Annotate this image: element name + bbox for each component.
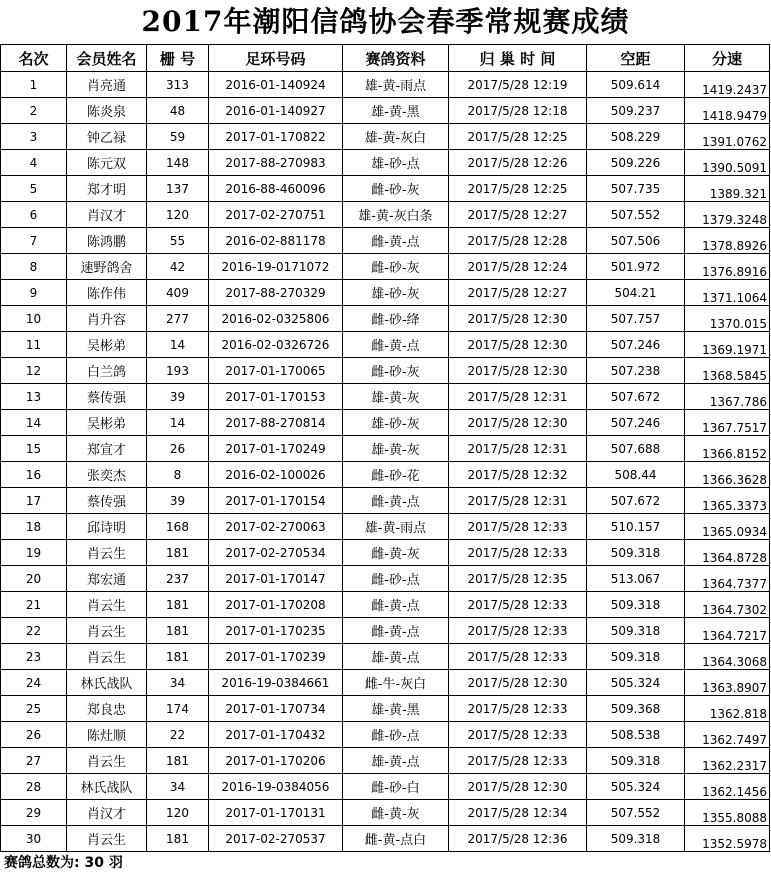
speed-cell: 1363.8907 (685, 670, 770, 696)
ring-number-cell: 2017-01-170822 (209, 124, 343, 150)
table-row (1, 254, 770, 280)
pen-number-cell: 34 (147, 774, 209, 800)
member-name-cell: 陈鸿鹏 (67, 228, 147, 254)
distance-cell: 509.318 (587, 644, 685, 670)
arrival-time-cell: 2017/5/28 12:33 (449, 540, 587, 566)
pigeon-info-cell: 雌-黄-点白 (343, 826, 449, 852)
pen-number-cell: 137 (147, 176, 209, 202)
speed-cell: 1368.5845 (685, 358, 770, 384)
table-row (1, 644, 770, 670)
page-title: 2017年潮阳信鸽协会春季常规赛成绩 (141, 5, 630, 38)
distance-cell: 508.229 (587, 124, 685, 150)
pen-number-cell: 313 (147, 72, 209, 98)
ring-number-cell: 2016-19-0384056 (209, 774, 343, 800)
member-name-cell: 肖云生 (67, 826, 147, 852)
pen-number-cell: 193 (147, 358, 209, 384)
ring-number-cell: 2017-01-170239 (209, 644, 343, 670)
distance-cell: 507.246 (587, 332, 685, 358)
rank-cell: 27 (1, 748, 67, 774)
pen-number-cell: 237 (147, 566, 209, 592)
ring-number-cell: 2017-88-270329 (209, 280, 343, 306)
pigeon-info-cell: 雄-砂-灰 (343, 280, 449, 306)
rank-cell: 26 (1, 722, 67, 748)
table-row (1, 540, 770, 566)
pen-number-cell: 174 (147, 696, 209, 722)
distance-cell: 507.672 (587, 384, 685, 410)
total-count: 赛鸽总数为: 30 羽 (4, 855, 123, 871)
table-row (1, 98, 770, 124)
speed-cell: 1365.3373 (685, 488, 770, 514)
table-row (1, 358, 770, 384)
rank-cell: 16 (1, 462, 67, 488)
rank-cell: 22 (1, 618, 67, 644)
member-name-cell: 陈炎泉 (67, 98, 147, 124)
speed-cell: 1352.5978 (685, 826, 770, 852)
arrival-time-cell: 2017/5/28 12:33 (449, 748, 587, 774)
table-row (1, 722, 770, 748)
ring-number-cell: 2016-19-0384661 (209, 670, 343, 696)
pigeon-info-cell: 雄-黄-灰 (343, 436, 449, 462)
rank-cell: 9 (1, 280, 67, 306)
distance-cell: 507.735 (587, 176, 685, 202)
pen-number-cell: 181 (147, 592, 209, 618)
member-name-cell: 郑良忠 (67, 696, 147, 722)
pen-number-cell: 14 (147, 410, 209, 436)
member-name-cell: 肖云生 (67, 618, 147, 644)
distance-cell: 504.21 (587, 280, 685, 306)
pigeon-info-cell: 雌-黄-点 (343, 592, 449, 618)
ring-number-cell: 2017-01-170734 (209, 696, 343, 722)
table-row (1, 332, 770, 358)
pen-number-cell: 120 (147, 800, 209, 826)
member-name-cell: 林氏战队 (67, 774, 147, 800)
table-row (1, 436, 770, 462)
member-name-cell: 肖云生 (67, 748, 147, 774)
pigeon-info-cell: 雄-黄-黑 (343, 696, 449, 722)
distance-cell: 508.538 (587, 722, 685, 748)
ring-number-cell: 2017-01-170432 (209, 722, 343, 748)
ring-number-cell: 2016-02-100026 (209, 462, 343, 488)
pigeon-info-cell: 雌-砂-点 (343, 722, 449, 748)
speed-cell: 1366.3628 (685, 462, 770, 488)
ring-number-cell: 2017-01-170154 (209, 488, 343, 514)
pigeon-info-cell: 雌-黄-点 (343, 488, 449, 514)
column-header: 空距 (587, 45, 685, 72)
speed-cell: 1367.7517 (685, 410, 770, 436)
arrival-time-cell: 2017/5/28 12:33 (449, 618, 587, 644)
rank-cell: 10 (1, 306, 67, 332)
ring-number-cell: 2017-01-170147 (209, 566, 343, 592)
rank-cell: 20 (1, 566, 67, 592)
pigeon-info-cell: 雄-黄-灰 (343, 384, 449, 410)
speed-cell: 1362.7497 (685, 722, 770, 748)
ring-number-cell: 2017-02-270751 (209, 202, 343, 228)
distance-cell: 507.672 (587, 488, 685, 514)
pen-number-cell: 181 (147, 618, 209, 644)
ring-number-cell: 2017-02-270534 (209, 540, 343, 566)
pigeon-info-cell: 雄-黄-雨点 (343, 514, 449, 540)
ring-number-cell: 2016-88-460096 (209, 176, 343, 202)
ring-number-cell: 2017-01-170208 (209, 592, 343, 618)
distance-cell: 507.552 (587, 800, 685, 826)
column-header: 分速 (685, 45, 770, 72)
rank-cell: 5 (1, 176, 67, 202)
speed-cell: 1364.3068 (685, 644, 770, 670)
ring-number-cell: 2017-01-170249 (209, 436, 343, 462)
pen-number-cell: 277 (147, 306, 209, 332)
speed-cell: 1376.8916 (685, 254, 770, 280)
speed-cell: 1364.7217 (685, 618, 770, 644)
rank-cell: 18 (1, 514, 67, 540)
table-row (1, 410, 770, 436)
ring-number-cell: 2017-88-270814 (209, 410, 343, 436)
rank-cell: 17 (1, 488, 67, 514)
table-row (1, 176, 770, 202)
arrival-time-cell: 2017/5/28 12:30 (449, 358, 587, 384)
distance-cell: 507.246 (587, 410, 685, 436)
pigeon-info-cell: 雌-黄-灰 (343, 800, 449, 826)
table-row (1, 566, 770, 592)
arrival-time-cell: 2017/5/28 12:30 (449, 306, 587, 332)
arrival-time-cell: 2017/5/28 12:33 (449, 514, 587, 540)
arrival-time-cell: 2017/5/28 12:31 (449, 436, 587, 462)
distance-cell: 509.237 (587, 98, 685, 124)
pigeon-info-cell: 雌-黄-点 (343, 228, 449, 254)
pigeon-info-cell: 雌-砂-白 (343, 774, 449, 800)
rank-cell: 25 (1, 696, 67, 722)
speed-cell: 1364.8728 (685, 540, 770, 566)
arrival-time-cell: 2017/5/28 12:27 (449, 202, 587, 228)
member-name-cell: 肖汉才 (67, 800, 147, 826)
member-name-cell: 肖汉才 (67, 202, 147, 228)
pigeon-info-cell: 雄-砂-点 (343, 150, 449, 176)
speed-cell: 1362.1456 (685, 774, 770, 800)
speed-cell: 1378.8926 (685, 228, 770, 254)
speed-cell: 1362.818 (685, 696, 770, 722)
arrival-time-cell: 2017/5/28 12:33 (449, 696, 587, 722)
speed-cell: 1391.0762 (685, 124, 770, 150)
ring-number-cell: 2017-88-270983 (209, 150, 343, 176)
rank-cell: 14 (1, 410, 67, 436)
ring-number-cell: 2017-01-170065 (209, 358, 343, 384)
pen-number-cell: 48 (147, 98, 209, 124)
pigeon-info-cell: 雌-砂-灰 (343, 254, 449, 280)
rank-cell: 2 (1, 98, 67, 124)
pigeon-info-cell: 雌-黄-灰 (343, 540, 449, 566)
pigeon-info-cell: 雄-黄-灰白条 (343, 202, 449, 228)
ring-number-cell: 2017-01-170235 (209, 618, 343, 644)
pigeon-info-cell: 雌-黄-点 (343, 332, 449, 358)
pigeon-info-cell: 雌-砂-点 (343, 566, 449, 592)
speed-cell: 1389.321 (685, 176, 770, 202)
distance-cell: 509.368 (587, 696, 685, 722)
table-row (1, 514, 770, 540)
member-name-cell: 郑宣才 (67, 436, 147, 462)
member-name-cell: 速野鸽舍 (67, 254, 147, 280)
distance-cell: 513.067 (587, 566, 685, 592)
speed-cell: 1355.8088 (685, 800, 770, 826)
distance-cell: 509.318 (587, 826, 685, 852)
arrival-time-cell: 2017/5/28 12:25 (449, 176, 587, 202)
arrival-time-cell: 2017/5/28 12:36 (449, 826, 587, 852)
pen-number-cell: 22 (147, 722, 209, 748)
speed-cell: 1364.7302 (685, 592, 770, 618)
member-name-cell: 肖亮通 (67, 72, 147, 98)
column-header: 归 巢 时 间 (449, 45, 587, 72)
arrival-time-cell: 2017/5/28 12:28 (449, 228, 587, 254)
distance-cell: 507.506 (587, 228, 685, 254)
member-name-cell: 陈元双 (67, 150, 147, 176)
pigeon-info-cell: 雄-黄-黑 (343, 98, 449, 124)
distance-cell: 509.614 (587, 72, 685, 98)
arrival-time-cell: 2017/5/28 12:19 (449, 72, 587, 98)
member-name-cell: 陈灶顺 (67, 722, 147, 748)
distance-cell: 509.318 (587, 592, 685, 618)
pen-number-cell: 39 (147, 488, 209, 514)
rank-cell: 7 (1, 228, 67, 254)
rank-cell: 3 (1, 124, 67, 150)
speed-cell: 1379.3248 (685, 202, 770, 228)
distance-cell: 509.226 (587, 150, 685, 176)
table-body (1, 72, 770, 852)
distance-cell: 509.318 (587, 748, 685, 774)
speed-cell: 1366.8152 (685, 436, 770, 462)
pigeon-info-cell: 雄-黄-点 (343, 644, 449, 670)
pen-number-cell: 14 (147, 332, 209, 358)
pen-number-cell: 8 (147, 462, 209, 488)
column-header: 名次 (1, 45, 67, 72)
table-row (1, 826, 770, 852)
ring-number-cell: 2016-02-0326726 (209, 332, 343, 358)
member-name-cell: 肖云生 (67, 592, 147, 618)
ring-number-cell: 2016-01-140927 (209, 98, 343, 124)
table-row (1, 618, 770, 644)
rank-cell: 24 (1, 670, 67, 696)
arrival-time-cell: 2017/5/28 12:27 (449, 280, 587, 306)
arrival-time-cell: 2017/5/28 12:18 (449, 98, 587, 124)
arrival-time-cell: 2017/5/28 12:33 (449, 644, 587, 670)
arrival-time-cell: 2017/5/28 12:32 (449, 462, 587, 488)
table-row (1, 280, 770, 306)
speed-cell: 1364.7377 (685, 566, 770, 592)
arrival-time-cell: 2017/5/28 12:31 (449, 488, 587, 514)
pen-number-cell: 55 (147, 228, 209, 254)
distance-cell: 505.324 (587, 670, 685, 696)
distance-cell: 508.44 (587, 462, 685, 488)
member-name-cell: 郑才明 (67, 176, 147, 202)
pen-number-cell: 42 (147, 254, 209, 280)
speed-cell: 1370.015 (685, 306, 770, 332)
column-header: 栅 号 (147, 45, 209, 72)
rank-cell: 21 (1, 592, 67, 618)
arrival-time-cell: 2017/5/28 12:30 (449, 774, 587, 800)
pigeon-info-cell: 雌-砂-灰 (343, 358, 449, 384)
member-name-cell: 林氏战队 (67, 670, 147, 696)
rank-cell: 8 (1, 254, 67, 280)
table-row (1, 696, 770, 722)
distance-cell: 509.318 (587, 540, 685, 566)
distance-cell: 501.972 (587, 254, 685, 280)
member-name-cell: 蔡传强 (67, 488, 147, 514)
pen-number-cell: 148 (147, 150, 209, 176)
ring-number-cell: 2016-02-881178 (209, 228, 343, 254)
arrival-time-cell: 2017/5/28 12:33 (449, 722, 587, 748)
member-name-cell: 吴彬弟 (67, 332, 147, 358)
speed-cell: 1390.5091 (685, 150, 770, 176)
distance-cell: 507.688 (587, 436, 685, 462)
rank-cell: 12 (1, 358, 67, 384)
rank-cell: 15 (1, 436, 67, 462)
rank-cell: 28 (1, 774, 67, 800)
pen-number-cell: 168 (147, 514, 209, 540)
pigeon-info-cell: 雄-黄-雨点 (343, 72, 449, 98)
member-name-cell: 钟乙禄 (67, 124, 147, 150)
member-name-cell: 肖升容 (67, 306, 147, 332)
rank-cell: 23 (1, 644, 67, 670)
pigeon-info-cell: 雄-砂-灰 (343, 410, 449, 436)
speed-cell: 1365.0934 (685, 514, 770, 540)
table-row (1, 72, 770, 98)
rank-cell: 13 (1, 384, 67, 410)
pen-number-cell: 26 (147, 436, 209, 462)
member-name-cell: 蔡传强 (67, 384, 147, 410)
table-row (1, 228, 770, 254)
arrival-time-cell: 2017/5/28 12:25 (449, 124, 587, 150)
pen-number-cell: 59 (147, 124, 209, 150)
member-name-cell: 肖云生 (67, 540, 147, 566)
distance-cell: 507.552 (587, 202, 685, 228)
rank-cell: 1 (1, 72, 67, 98)
pen-number-cell: 181 (147, 540, 209, 566)
arrival-time-cell: 2017/5/28 12:34 (449, 800, 587, 826)
distance-cell: 507.757 (587, 306, 685, 332)
ring-number-cell: 2016-19-0171072 (209, 254, 343, 280)
distance-cell: 509.318 (587, 618, 685, 644)
arrival-time-cell: 2017/5/28 12:35 (449, 566, 587, 592)
rank-cell: 6 (1, 202, 67, 228)
distance-cell: 507.238 (587, 358, 685, 384)
pigeon-info-cell: 雄-黄-灰白 (343, 124, 449, 150)
member-name-cell: 吴彬弟 (67, 410, 147, 436)
pen-number-cell: 409 (147, 280, 209, 306)
pen-number-cell: 181 (147, 748, 209, 774)
ring-number-cell: 2016-02-0325806 (209, 306, 343, 332)
pigeon-info-cell: 雌-黄-点 (343, 618, 449, 644)
distance-cell: 510.157 (587, 514, 685, 540)
ring-number-cell: 2017-01-170206 (209, 748, 343, 774)
table-row (1, 202, 770, 228)
speed-cell: 1362.2317 (685, 748, 770, 774)
member-name-cell: 郑宏通 (67, 566, 147, 592)
member-name-cell: 陈作伟 (67, 280, 147, 306)
column-header: 会员姓名 (67, 45, 147, 72)
speed-cell: 1367.786 (685, 384, 770, 410)
table-row (1, 150, 770, 176)
ring-number-cell: 2017-01-170131 (209, 800, 343, 826)
header-row (1, 45, 770, 72)
pigeon-info-cell: 雌-砂-灰 (343, 176, 449, 202)
member-name-cell: 张奕杰 (67, 462, 147, 488)
rank-cell: 19 (1, 540, 67, 566)
pigeon-info-cell: 雄-黄-点 (343, 748, 449, 774)
speed-cell: 1419.2437 (685, 72, 770, 98)
pigeon-info-cell: 雌-砂-绛 (343, 306, 449, 332)
column-header: 赛鸽资料 (343, 45, 449, 72)
table-row (1, 462, 770, 488)
pigeon-info-cell: 雌-砂-花 (343, 462, 449, 488)
arrival-time-cell: 2017/5/28 12:26 (449, 150, 587, 176)
speed-cell: 1371.1064 (685, 280, 770, 306)
pen-number-cell: 39 (147, 384, 209, 410)
pigeon-info-cell: 雌-牛-灰白 (343, 670, 449, 696)
table-row (1, 670, 770, 696)
table-row (1, 488, 770, 514)
table-row (1, 774, 770, 800)
rank-cell: 30 (1, 826, 67, 852)
arrival-time-cell: 2017/5/28 12:30 (449, 332, 587, 358)
table-row (1, 748, 770, 774)
member-name-cell: 白兰鸽 (67, 358, 147, 384)
rank-cell: 11 (1, 332, 67, 358)
arrival-time-cell: 2017/5/28 12:31 (449, 384, 587, 410)
pen-number-cell: 34 (147, 670, 209, 696)
arrival-time-cell: 2017/5/28 12:30 (449, 670, 587, 696)
table-row (1, 800, 770, 826)
results-table (0, 44, 770, 852)
table-row (1, 592, 770, 618)
rank-cell: 4 (1, 150, 67, 176)
arrival-time-cell: 2017/5/28 12:24 (449, 254, 587, 280)
member-name-cell: 肖云生 (67, 644, 147, 670)
table-row (1, 124, 770, 150)
ring-number-cell: 2016-01-140924 (209, 72, 343, 98)
arrival-time-cell: 2017/5/28 12:33 (449, 592, 587, 618)
arrival-time-cell: 2017/5/28 12:30 (449, 410, 587, 436)
pen-number-cell: 120 (147, 202, 209, 228)
speed-cell: 1418.9479 (685, 98, 770, 124)
member-name-cell: 邱诗明 (67, 514, 147, 540)
pen-number-cell: 181 (147, 826, 209, 852)
distance-cell: 505.324 (587, 774, 685, 800)
ring-number-cell: 2017-01-170153 (209, 384, 343, 410)
table-row (1, 306, 770, 332)
ring-number-cell: 2017-02-270063 (209, 514, 343, 540)
column-header: 足环号码 (209, 45, 343, 72)
rank-cell: 29 (1, 800, 67, 826)
pen-number-cell: 181 (147, 644, 209, 670)
ring-number-cell: 2017-02-270537 (209, 826, 343, 852)
speed-cell: 1369.1971 (685, 332, 770, 358)
table-row (1, 384, 770, 410)
